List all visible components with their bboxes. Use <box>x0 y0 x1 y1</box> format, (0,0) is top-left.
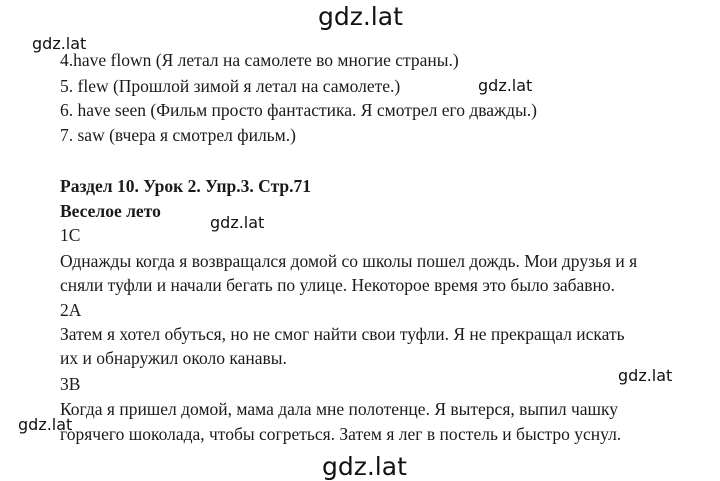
section-heading: Раздел 10. Урок 2. Упр.3. Стр.71 <box>60 176 311 196</box>
answer-line-7: 7. saw (вчера я смотрел фильм.) <box>60 125 296 145</box>
answer-line-6: 6. have seen (Фильм просто фантастика. Я смотрел его дважды.) <box>60 100 537 120</box>
answer-line-5: 5. flew (Прошлой зимой я летал на самолете.) <box>60 76 401 96</box>
part-3b-line-2: горячего шоколада, чтобы согреться. Затем я лег в постель и быстро уснул. <box>60 424 622 444</box>
answer-line-4: 4.have flown (Я летал на самолете во многие страны.) <box>60 50 459 70</box>
part-label-1c: 1C <box>60 225 81 245</box>
part-1c-line-1: Однажды когда я возвращался домой со школы пошел дождь. Мои друзья и я <box>60 251 638 271</box>
section-subtitle: Веселое лето <box>60 201 161 221</box>
watermark-3: gdz.lat <box>210 213 265 232</box>
part-2a-line-2: их и обнаружил около канавы. <box>60 348 287 368</box>
part-label-3b: 3B <box>60 374 81 394</box>
watermark-5: gdz.lat <box>18 415 73 434</box>
watermark-top: gdz.lat <box>318 2 403 31</box>
part-3b-line-1: Когда я пришел домой, мама дала мне полотенце. Я вытерся, выпил чашку <box>60 399 619 419</box>
watermark-2: gdz.lat <box>478 76 533 95</box>
part-2a-line-1: Затем я хотел обуться, но не смог найти свои туфли. Я не прекращал искать <box>60 324 625 344</box>
part-1c-line-2: сняли туфли и начали бегать по улице. Некоторое время это было забавно. <box>60 275 616 295</box>
watermark-1: gdz.lat <box>32 34 87 53</box>
part-label-2a: 2A <box>60 300 82 320</box>
watermark-bottom: gdz.lat <box>322 452 407 481</box>
watermark-4: gdz.lat <box>618 366 673 385</box>
